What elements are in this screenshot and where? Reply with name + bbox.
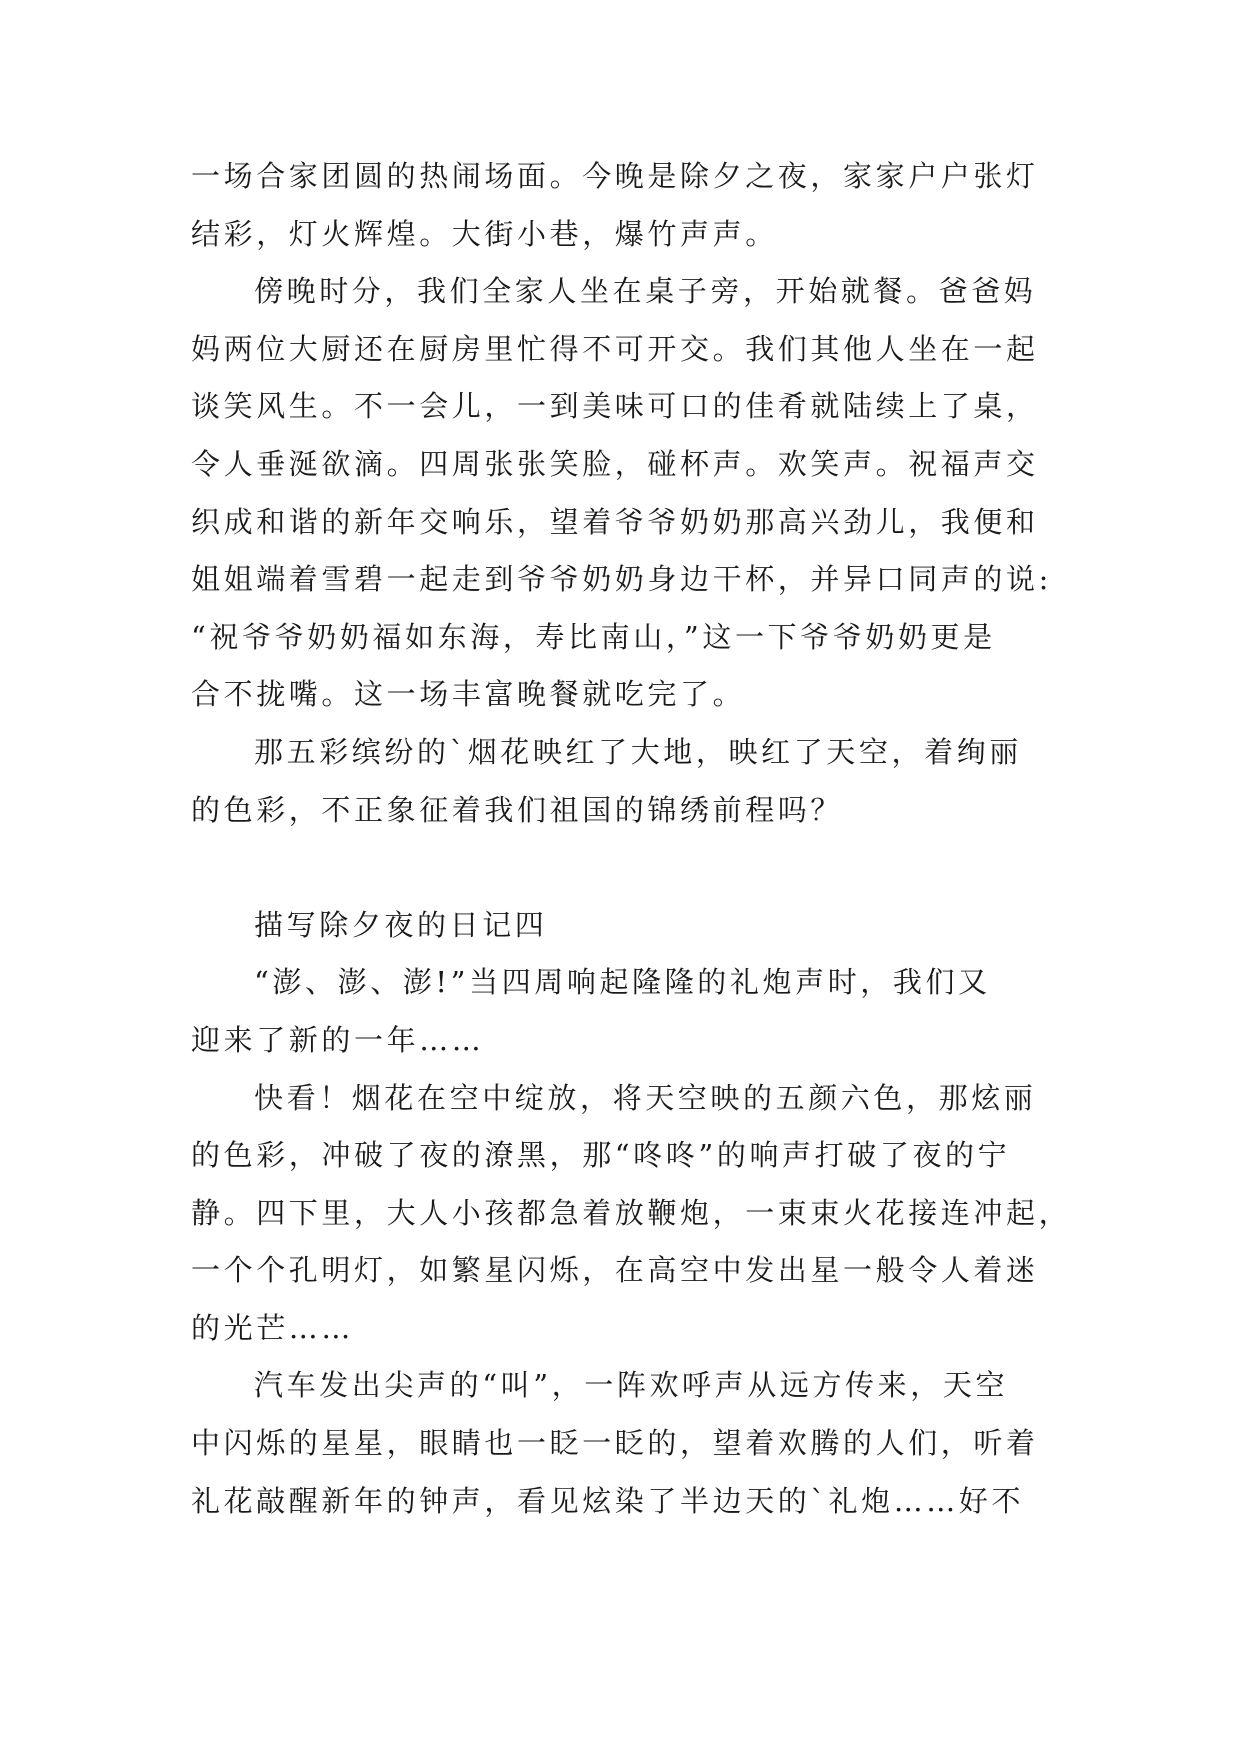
- text-line: 结彩，灯火辉煌。大街小巷，爆竹声声。: [191, 216, 778, 251]
- text-line: 中闪烁的星星，眼睛也一眨一眨的，望着欢腾的人们，听着: [191, 1426, 1039, 1461]
- text-line: 礼花敲醒新年的钟声，看见炫染了半边天的`礼炮……好不: [191, 1483, 1025, 1518]
- paragraph-start-line: “澎、澎、澎!”当四周响起隆隆的礼炮声时，我们又: [254, 965, 991, 1000]
- text-line: 姐姐端着雪碧一起走到爷爷奶奶身边干杯，并异口同声的说:: [191, 562, 1052, 597]
- text-line: 一个个孔明灯，如繁星闪烁，在高空中发出星一般令人着迷: [191, 1253, 1039, 1288]
- text-line: 合不拢嘴。这一场丰富晚餐就吃完了。: [191, 677, 746, 712]
- paragraph-start-line: 傍晚时分，我们全家人坐在桌子旁，开始就餐。爸爸妈: [254, 274, 1037, 309]
- section-heading: 描写除夕夜的日记四: [254, 907, 548, 942]
- paragraph-start-line: 快看！烟花在空中绽放，将天空映的五颜六色，那炫丽: [254, 1080, 1037, 1115]
- text-line: “祝爷爷奶奶福如东海，寿比南山，”这一下爷爷奶奶更是: [191, 619, 996, 654]
- text-line: 的色彩，冲破了夜的潦黑，那“咚咚”的响声打破了夜的宁: [191, 1138, 1011, 1173]
- text-line: 的色彩，不正象征着我们祖国的锦绣前程吗？: [191, 792, 844, 827]
- blank-line: [191, 839, 1051, 897]
- text-line: 妈两位大厨还在厨房里忙得不可开交。我们其他人坐在一起: [191, 331, 1039, 366]
- paragraph-start-line: 汽车发出尖声的“叫”，一阵欢呼声从远方传来，天空: [254, 1368, 1009, 1403]
- text-line: 一场合家团圆的热闹场面。今晚是除夕之夜，家家户户张灯: [191, 159, 1039, 193]
- text-line: 令人垂涎欲滴。四周张张笑脸，碰杯声。欢笑声。祝福声交: [191, 446, 1039, 481]
- text-line: 的光芒……: [191, 1310, 355, 1345]
- text-line: 谈笑风生。不一会儿，一到美味可口的佳肴就陆续上了桌，: [191, 389, 1039, 424]
- text-line: 织成和谐的新年交响乐，望着爷爷奶奶那高兴劲儿，我便和: [191, 504, 1039, 539]
- text-line: 迎来了新的一年……: [191, 1022, 485, 1057]
- paragraph-start-line: 那五彩缤纷的`烟花映红了大地，映红了天空，着绚丽: [254, 734, 1022, 769]
- text-line: 静。四下里，大人小孩都急着放鞭炮，一束束火花接连冲起，: [191, 1195, 1072, 1230]
- document-page: [191, 148, 1072, 1530]
